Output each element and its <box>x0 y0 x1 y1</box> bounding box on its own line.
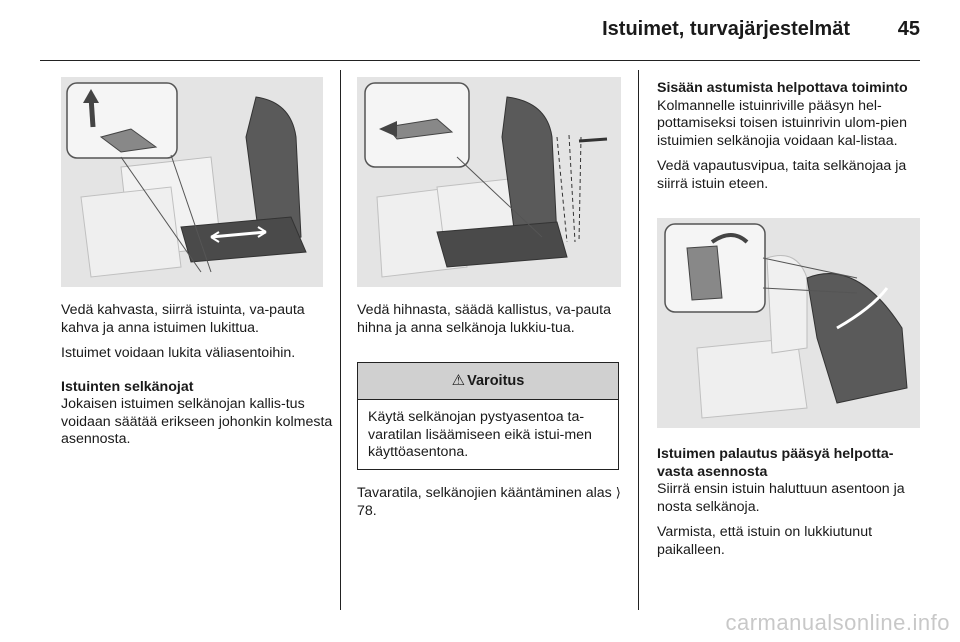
warning-triangle-icon: ⚠ <box>451 372 466 389</box>
col1-heading: Istuinten selkänojat <box>61 378 194 395</box>
seat-slide-illustration <box>61 77 323 287</box>
warning-title: Varoitus <box>467 373 525 389</box>
easy-entry-svg <box>657 218 920 428</box>
column-1 <box>61 302 333 457</box>
col1-paragraph-3: Jokaisen istuimen selkänojan kallis-tus voidaan säätää erikseen johonkin kolmesta asennosta. <box>61 396 333 447</box>
col3-paragraph-3: Siirrä ensin istuin haluttuun asentoon ja nosta selkänoja. <box>657 481 905 515</box>
seat-slide-svg <box>61 77 323 287</box>
col1-paragraph-2: Istuimet voidaan lukita väliasentoihin. <box>61 345 296 361</box>
easy-entry-illustration <box>657 218 920 428</box>
watermark: carmanualsonline.info <box>725 610 950 635</box>
column-2-lower <box>357 484 625 528</box>
col3-section-1 <box>657 80 925 150</box>
column-divider-2 <box>638 70 639 610</box>
col2-paragraph-2-text: Tavaratila, selkänojien kääntäminen alas <box>357 485 612 501</box>
col3-paragraph-1: Kolmannelle istuinriville pääsyn hel-pottamiseksi toisen istuinrivin ulom-pien istuimien selkänojia voidaan kal-listaa. <box>657 97 907 149</box>
column-2 <box>357 302 625 345</box>
backrest-recline-svg <box>357 77 621 287</box>
column-divider-1 <box>340 70 341 610</box>
col3-section-2 <box>657 446 925 516</box>
col3-paragraph-2: Vedä vapautusvipua, taita selkänojaa ja siirrä istuin eteen. <box>657 158 907 192</box>
column-3-lower <box>657 446 925 567</box>
col2-paragraph-2 <box>357 484 625 520</box>
header-rule <box>40 60 920 61</box>
column-3 <box>657 80 925 201</box>
page-header-title: Istuimet, turvajärjestelmät <box>602 18 850 40</box>
warning-box <box>357 362 619 470</box>
col2-page-reference[interactable]: 78. <box>357 502 377 519</box>
backrest-recline-illustration <box>357 77 621 287</box>
col1-section <box>61 379 333 449</box>
warning-text: Käytä selkänojan pystyasentoa ta-varatilan lisäämiseen eikä istui-men käyttöasentona. <box>368 409 592 460</box>
col3-heading-2: Istuimen palautus pääsyä helpotta-vasta asennosta <box>657 446 894 480</box>
col3-paragraph-4: Varmista, että istuin on lukkiutunut paikalleen. <box>657 524 873 558</box>
col2-paragraph-1: Vedä hihnasta, säädä kallistus, va-pauta hihna ja anna selkänoja lukkiu-tua. <box>357 302 611 336</box>
page-number: 45 <box>897 18 920 40</box>
col3-heading-1: Sisään astumista helpottava toiminto <box>657 80 908 96</box>
page-ref-arrow-icon: ⟩ <box>615 485 621 500</box>
col1-paragraph-1: Vedä kahvasta, siirrä istuinta, va-pauta kahva ja anna istuimen lukittua. <box>61 302 305 336</box>
warning-header <box>358 363 618 400</box>
